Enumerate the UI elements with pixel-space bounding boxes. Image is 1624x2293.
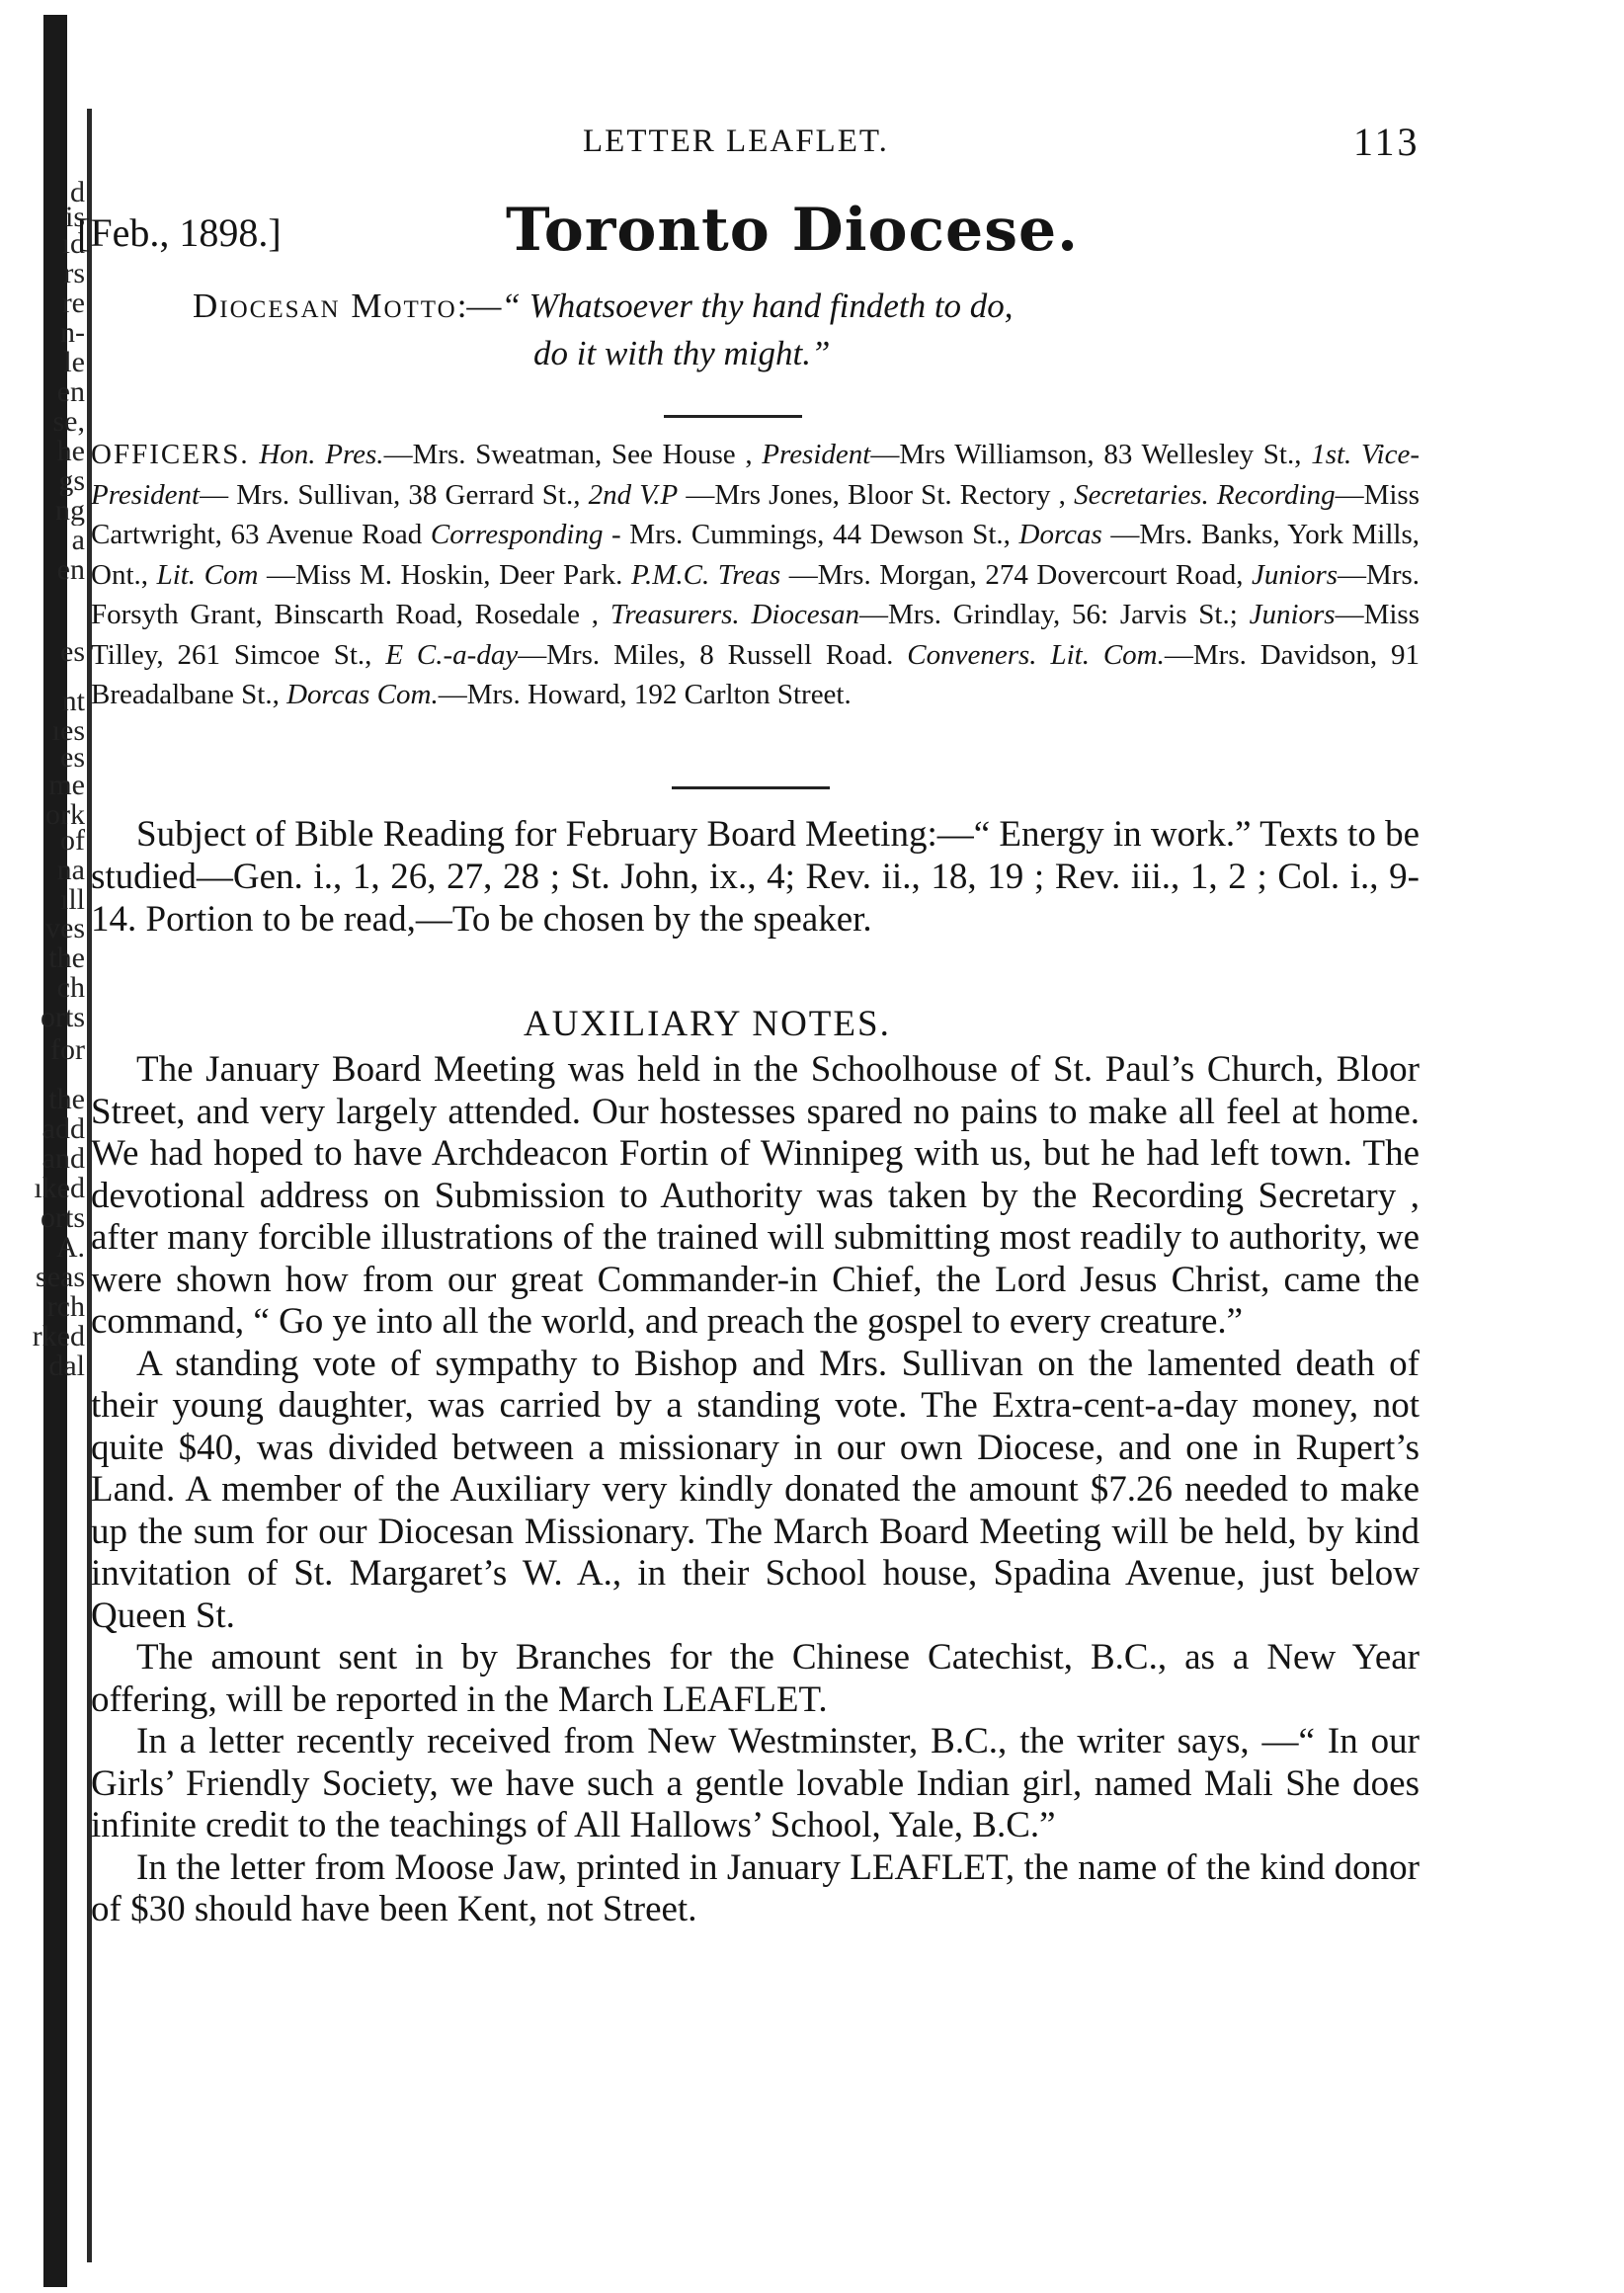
margin-fragment: the [48,943,85,973]
margin-fragment: and [41,1144,85,1174]
officer-detail: —Mrs. Grindlay, 56: Jarvis St.; [858,599,1250,630]
officer-detail: - Mrs. Cummings, 44 Dewson St., [603,519,1019,550]
officer-title: Dorcas Com. [286,679,439,710]
margin-fragment: rch [46,1292,85,1322]
section-heading: AUXILIARY NOTES. [524,1004,891,1044]
margin-fragment: ıll [59,885,85,915]
margin-fragment: for [50,1035,85,1065]
margin-fragment: seas [36,1263,85,1292]
margin-fragment: ıd [61,229,85,259]
officer-detail: —Mrs. Forsyth Grant, Binscarth Road, Rosedale , [91,558,1421,630]
divider-rule [672,786,830,789]
paragraph: The amount sent in by Branches for the Chinese Catechist, B.C., as a New Year offering, will be reported in the March LEAFLET. [91,1637,1420,1720]
officer-detail: —Mrs. Howard, 192 Carlton Street. [438,679,852,710]
motto-line-1 [193,287,1014,326]
margin-fragment: is [64,203,85,232]
officer-title: Recording [1216,478,1336,511]
margin-fragment: A. [55,1233,85,1263]
officer-title: 2nd V.P [588,478,679,511]
officer-detail: —Mrs. Banks, York Mills, Ont., [91,519,1421,591]
margin-fragment: re [61,288,85,318]
officer-detail [1209,479,1217,511]
margin-fragment: rked [32,1322,85,1351]
officer-title: Lit. Com. [1050,638,1165,671]
dateline: [Feb., 1898.] [77,210,282,255]
officer-title: 1st. Vice-President [91,439,1420,511]
officer-title: President [762,439,871,470]
officer-title: E C.-a-day [385,638,519,671]
margin-fragment: orts [41,1003,85,1032]
officer-detail: —Mrs Jones, Bloor St. Rectory , [678,478,1075,511]
officer-title: Corresponding [430,519,604,550]
margin-fragment: d [70,178,85,207]
margin-fragment: me [48,771,85,800]
motto-line-2: do it with thy might.” [533,334,831,372]
paragraph: The January Board Meeting was held in the Schoolhouse of St. Paul’s Church, Bloor Street, and very largely attended. Our hostesses spared no pains to make all feel at home. We had hoped to have Archdeacon Fortin of Winnipeg with us, but he had left town. The devotional address on Submission to Authority was taken by the Recording Secretary , after many forcible illustrations of the trained will submitting most readily to authority, we were shown how from our great Commander-in Chief, the Lord Jesus Christ, came the command, “ Go ye into all the world, and preach the gospel to every creature.” [91,1049,1420,1342]
margin-fragment: rs [63,259,85,288]
officer-detail: —Mrs. Sweatman, See House , [383,439,763,470]
officer-detail [740,599,752,630]
divider-rule [664,415,802,418]
officer-title: Juniors [1249,599,1336,630]
officer-title: P.M.C. Treas [630,558,781,591]
officers-list [91,439,1420,710]
margin-fragment: a [71,526,85,555]
officer-title: Dorcas [1018,519,1102,550]
page-title: Toronto Diocese. [506,196,1080,265]
officer-title: Conveners. [907,638,1037,671]
margin-fragment: es [60,637,85,667]
officer-title: Lit. Com [156,558,259,591]
margin-fragment: the [48,1085,85,1114]
motto-text: “ Whatsoever thy hand findeth to do, [501,287,1014,325]
margin-fragment: se, [52,407,85,437]
officer-detail: —Miss M. Hoskin, Deer Park. [258,558,631,591]
margin-fragment: add [41,1114,85,1144]
officer-detail: — Mrs. Sullivan, 38 Gerrard St., [200,478,589,511]
officers-block [91,435,1420,715]
officer-detail: —Miss Cartwright, 63 Avenue Road [91,478,1421,550]
margin-fragment: of [60,826,85,856]
margin-fragment: he [56,437,85,466]
margin-fragment: orts [41,1203,85,1233]
bible-reading-notice [91,813,1420,941]
margin-fragment: ves [45,914,85,943]
officer-title: Treasurers. [609,599,740,630]
officer-title: Juniors [1252,558,1339,591]
margin-fragment: dal [48,1351,85,1381]
bible-reading-text: Subject of Bible Reading for February Board Meeting:—“ Energy in work.” Texts to be studied—Gen. i., 1, 26, 27, 28 ; St. John, ix., 4; Rev. ii., 18, 19 ; Rev. iii., 1, 2 ; Col. i., 9-14. Portion to be read,—To be chosen by the speaker. [91,814,1420,940]
margin-fragment: es [60,743,85,773]
officer-title: Hon. Pres. [259,439,384,470]
paragraph: A standing vote of sympathy to Bishop and Mrs. Sullivan on the lamented death of their young daughter, was carried by a standing vote. The Extra-cent-a-day money, not quite $40, was divided between a missionary in our own Diocese, and one in Rupert’s Land. A member of the Auxiliary very kindly donated the amount $7.26 needed to make up the sum for our Diocesan Missionary. The March Board Meeting will be held, by kind invitation of St. Margaret’s W. A., in their School house, Spadina Avenue, just below Queen St. [91,1343,1420,1636]
margin-fragment: ch [56,973,85,1003]
margin-fragment: le [63,348,85,377]
margin-fragment: ng [55,496,85,526]
officer-title: Secretaries. [1074,478,1209,511]
auxiliary-notes [91,1049,1420,1931]
paragraph: In the letter from Moose Jaw, printed in January LEAFLET, the name of the kind donor of $30 should have been Kent, not Street. [91,1846,1420,1929]
margin-fragment: en [56,377,85,407]
margin-fragment: na [56,856,85,885]
page-number: 113 [1353,120,1421,164]
margin-fragment: ıes [51,716,85,746]
paragraph: In a letter recently received from New Westminster, B.C., the writer says, —“ In our Girls’ Friendly Society, we have such a gentle lovable Indian girl, named Mali She does infinite credit to the teachings of All Hallows’ School, Yale, B.C.” [91,1721,1420,1845]
officer-detail: —Mrs. Morgan, 274 Dovercourt Road, [780,558,1253,591]
margin-fragment: en [56,555,85,585]
margin-fragment: n- [60,318,85,348]
officer-detail: —Mrs Williamson, 83 Wellesley St., [870,439,1312,470]
margin-fragment: nt [61,687,85,716]
officer-title: Diocesan [751,599,859,630]
officer-detail [1037,639,1051,671]
officer-detail: —Miss Tilley, 261 Simcoe St., [91,599,1420,671]
officer-detail: —Mrs. Davidson, 91 Breadalbane St., [91,638,1421,710]
motto-label: Diocesan Motto [193,287,457,325]
margin-fragment: ork [45,800,85,830]
running-head: LETTER LEAFLET. [583,123,889,159]
margin-fragment: gs [58,466,85,496]
margin-fragment: ıked [34,1174,85,1203]
officer-detail: —Mrs. Miles, 8 Russell Road. [518,638,908,671]
officers-label: OFFICERS. [91,439,250,470]
motto-separator: :— [456,287,502,325]
